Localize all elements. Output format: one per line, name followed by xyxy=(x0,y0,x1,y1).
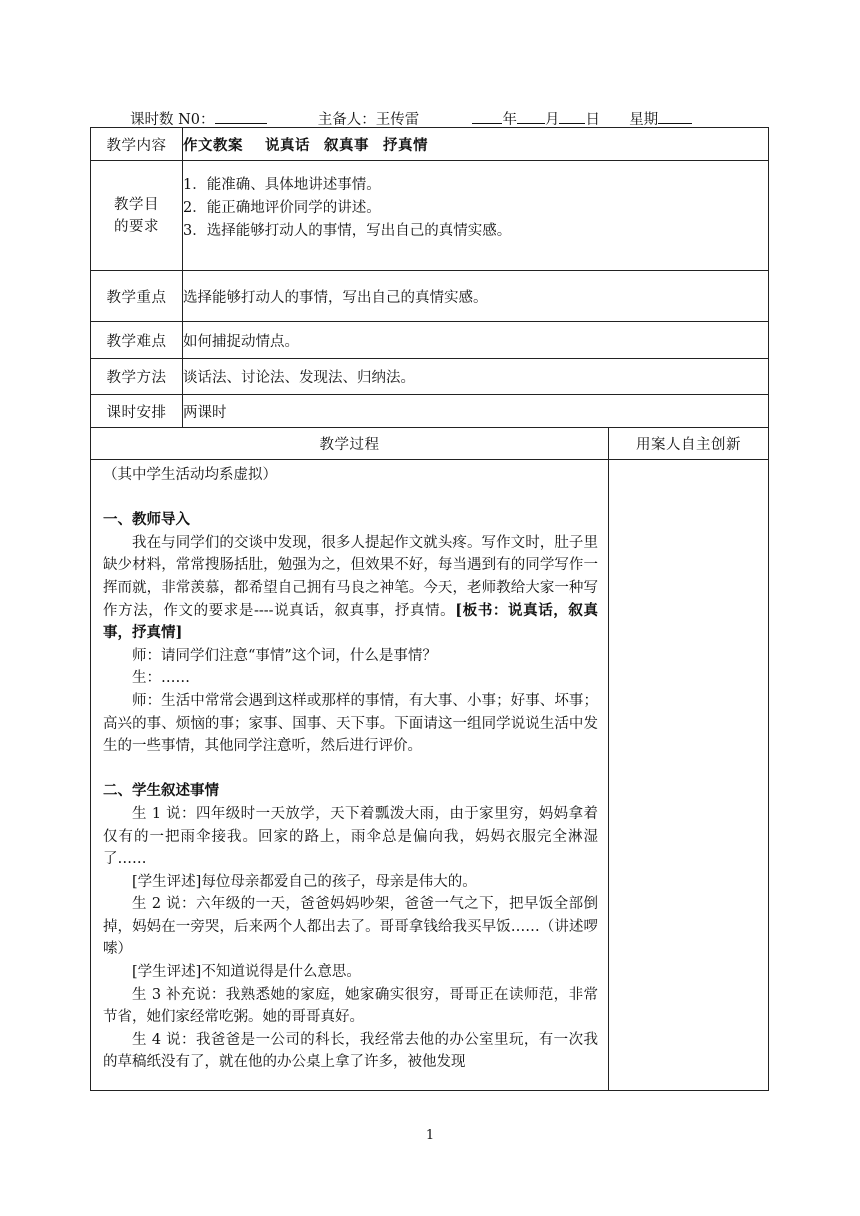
difficulty-label: 教学难点 xyxy=(91,322,183,359)
lesson-header xyxy=(130,108,750,129)
row-process-header xyxy=(91,428,769,460)
schedule-text: 两课时 xyxy=(183,395,769,428)
day-label: 日 xyxy=(585,112,600,128)
goals-label xyxy=(91,161,183,271)
row-difficulty xyxy=(91,322,769,359)
key-label: 教学重点 xyxy=(91,271,183,322)
title-part: 叙真事 xyxy=(324,136,369,154)
section-title: 二、学生叙述事情 xyxy=(103,782,219,800)
goal-item: 3．选择能够打动人的事情，写出自己的真情实感。 xyxy=(183,223,512,239)
year-blank xyxy=(472,109,502,124)
row-goals xyxy=(91,161,769,271)
day-blank xyxy=(559,109,585,124)
paragraph: 生 1 说：四年级时一天放学，天下着瓢泼大雨，由于家里穷，妈妈拿着仅有的一把雨伞接我。回家的路上，雨伞总是偏向我，妈妈衣服完全淋湿了…… xyxy=(103,805,598,868)
title-part: 抒真情 xyxy=(383,136,428,154)
paragraph: 师：请同学们注意“事情”这个词，什么是事情？ xyxy=(132,647,437,664)
lesson-plan-table xyxy=(90,127,769,1091)
paragraph: 生 2 说：六年级的一天，爸爸妈妈吵架，爸爸一气之下，把早饭全部倒掉，妈妈在一旁哭，后来两个人都出去了。哥哥拿钱给我买早饭……（讲述啰嗦） xyxy=(103,896,598,958)
section-title: 一、教师导入 xyxy=(103,511,190,529)
process-header: 教学过程 xyxy=(91,428,609,460)
paragraph: 生 4 说：我爸爸是一公司的科长，我经常去他的办公室里玩，有一次我的草稿纸没有了，就在他的办公桌上拿了许多，被他发现 xyxy=(103,1031,598,1071)
title-part: 说真话 xyxy=(265,136,310,154)
blackboard-note: [板书：说真话，叙真事，抒真情] xyxy=(103,601,598,642)
goal-item: 1．能准确、具体地讲述事情。 xyxy=(183,177,381,193)
month-label: 月 xyxy=(544,112,560,128)
method-label: 教学方法 xyxy=(91,359,183,395)
paragraph: 师：生活中常常会遇到这样或那样的事情，有大事、小事；好事、坏事；高兴的事、烦恼的事；家事、国事、天下事。下面请这一组同学说说生活中发生的一些事情，其他同学注意听，然后进行评价。 xyxy=(103,692,598,755)
method-text: 谈话法、讨论法、发现法、归纳法。 xyxy=(183,359,769,395)
row-key xyxy=(91,271,769,322)
goals-label-text: 教学目的要求 xyxy=(114,196,159,235)
lesson-title xyxy=(183,128,769,161)
paragraph: 生：…… xyxy=(132,670,190,687)
weekday-blank xyxy=(658,109,692,124)
key-text: 选择能够打动人的事情，写出自己的真情实感。 xyxy=(183,271,769,322)
row-schedule xyxy=(91,395,769,428)
lesson-no-blank xyxy=(215,109,267,124)
month-blank xyxy=(517,109,545,124)
innovation-header: 用案人自主创新 xyxy=(609,428,769,460)
paragraph: 生 3 补充说：我熟悉她的家庭，她家确实很穷，哥哥正在读师范，非常节省，她们家经常吃粥。她的哥哥真好。 xyxy=(103,986,598,1026)
paragraph: [学生评述]每位母亲都爱自己的孩子，母亲是伟大的。 xyxy=(132,873,477,890)
paragraph: [学生评述]不知道说得是什么意思。 xyxy=(132,964,361,981)
year-label: 年 xyxy=(502,112,517,128)
paragraph-text: 我在与同学们的交谈中发现，很多人提起作文就头疼。写作文时，肚子里缺少材料，常常搜肠括肚，勉强为之，但效果不好，每当遇到有的同学写作一挥而就，非常羡慕，都希望自己拥有马良之神笔。今天，老师教给大家一种写作方法，作文的要求是----说真话，叙真事，抒真情。 xyxy=(103,534,598,619)
page-number: 1 xyxy=(425,1128,435,1143)
paragraph xyxy=(103,532,598,645)
row-method xyxy=(91,359,769,395)
row-content xyxy=(91,128,769,161)
goal-item: 2．能正确地评价同学的讲述。 xyxy=(183,200,381,216)
content-label: 教学内容 xyxy=(91,128,183,161)
lesson-no-label: 课时数 N0： xyxy=(130,112,215,128)
goals-list xyxy=(183,161,769,271)
process-note: （其中学生活动均系虚拟） xyxy=(103,467,277,483)
row-process-body xyxy=(91,460,769,1091)
lead-teacher: 主备人：王传雷 xyxy=(317,112,420,128)
weekday-label: 星期 xyxy=(629,112,659,128)
difficulty-text: 如何捕捉动情点。 xyxy=(183,322,769,359)
innovation-column xyxy=(609,460,769,1091)
schedule-label: 课时安排 xyxy=(91,395,183,428)
process-content xyxy=(91,460,609,1091)
title-part: 作文教案 xyxy=(183,136,243,154)
